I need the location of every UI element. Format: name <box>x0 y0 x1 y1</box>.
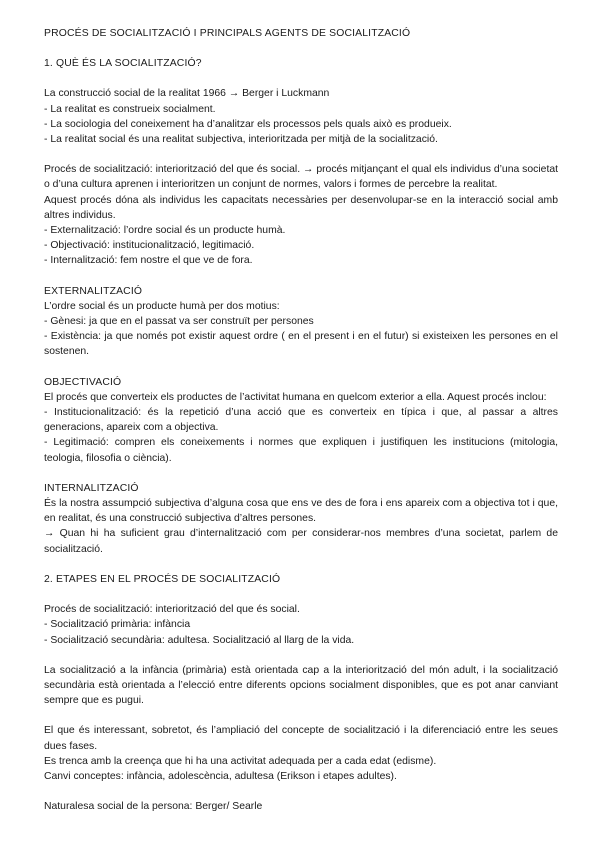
document-title: PROCÉS DE SOCIALITZACIÓ I PRINCIPALS AGENTS DE SOCIALITZACIÓ <box>44 28 411 39</box>
spacer <box>44 71 558 86</box>
list-item: - Externalització: l’ordre social és un producte humà. <box>44 225 286 237</box>
list-item: - La sociologia del coneixement ha d’analitzar els processos pels quals això es produeix. <box>44 118 452 130</box>
spacer <box>44 557 558 572</box>
section-2-belief: Es trenca amb la creença que hi ha una activitat adequada per a cada edat (edisme). <box>44 755 437 767</box>
list-item: - Internalització: fem nostre el que ve de fora. <box>44 255 253 267</box>
list-item: - Gènesi: ja que en el passat va ser construït per persones <box>44 316 314 328</box>
externalitzacio-intro: L’ordre social és un producte humà per dos motius: <box>44 300 280 312</box>
objectivacio-intro: El procés que converteix els productes de l’activitat humana en quelcom exterior a ella. Aquest procés inclou: <box>44 391 547 403</box>
list-item: - La realitat es construeix socialment. <box>44 103 216 115</box>
document-page <box>44 26 558 814</box>
internalitzacio-note: → Quan hi ha suficient grau d’internalització com per considerar-nos membres d’una societat, parlem de socialització. <box>44 528 558 555</box>
section-1-intro: La construcció social de la realitat 1966 → Berger i Luckmann <box>44 88 330 100</box>
section-1-heading: 1. QUÈ ÉS LA SOCIALITZACIÓ? <box>44 58 202 70</box>
list-item: - Institucionalització: és la repetició d’una acció que es converteix en típica i que, al passar a altres generacions, apareix com a objectiva. <box>44 407 558 434</box>
spacer <box>44 587 558 602</box>
list-item: - Socialització primària: infància <box>44 619 191 631</box>
spacer <box>44 784 558 799</box>
spacer <box>44 466 558 481</box>
spacer <box>44 41 558 56</box>
list-item: - Socialització secundària: adultesa. Socialització al llarg de la vida. <box>44 634 355 646</box>
spacer <box>44 708 558 723</box>
spacer <box>44 269 558 284</box>
socialization-definition: Procés de socialització: interiorització del que és social. → procés mitjançant el qual els individus d’una societat o d’una cultura aprenen i interioritzen un conjunt de normes, valors i formes de percebre la realitat. <box>44 164 558 191</box>
list-item: - Objectivació: institucionalització, legitimació. <box>44 240 255 252</box>
section-2-nature: Naturalesa social de la persona: Berger/ Searle <box>44 801 263 813</box>
spacer <box>44 648 558 663</box>
externalitzacio-heading: EXTERNALITZACIÓ <box>44 285 143 297</box>
section-2-paragraph-1: La socialització a la infància (primària) està orientada cap a la interiorització del món adult, i la socialització secundària està orientada a l’elecció entre diferents opcions socialment disponibles, que es pot anar canviant sempre que es pugui. <box>44 664 558 707</box>
section-2-concepts: Canvi conceptes: infància, adolescència, adultesa (Erikson i etapes adultes). <box>44 770 397 782</box>
section-2-paragraph-2: El que és interessant, sobretot, és l’ampliació del concepte de socialització i la diferenciació entre les seues dues fases. <box>44 725 558 752</box>
list-item: - La realitat social és una realitat subjectiva, interioritzada per mitjà de la socialització. <box>44 134 438 146</box>
internalitzacio-text: És la nostra assumpció subjectiva d’alguna cosa que ens ve des de fora i ens apareix com a objectiva tot i que, en realitat, és una construcció subjectiva d’altres persones. <box>44 498 558 525</box>
section-2-definition: Procés de socialització: interiorització del que és social. <box>44 604 300 616</box>
list-item: - Existència: ja que només pot existir aquest ordre ( en el present i en el futur) si existeixen les persones en el sostenen. <box>44 331 558 358</box>
section-2-heading: 2. ETAPES EN EL PROCÉS DE SOCIALITZACIÓ <box>44 573 281 585</box>
objectivacio-heading: OBJECTIVACIÓ <box>44 376 122 388</box>
list-item: - Legitimació: compren els coneixements i normes que expliquen i justifiquen les institucions (mitologia, teologia, filosofia o ciència). <box>44 437 558 464</box>
socialization-capacities: Aquest procés dóna als individus les capacitats necessàries per desenvolupar-se en la interacció social amb altres individus. <box>44 194 558 221</box>
spacer <box>44 360 558 375</box>
spacer <box>44 147 558 162</box>
internalitzacio-heading: INTERNALITZACIÓ <box>44 482 139 494</box>
